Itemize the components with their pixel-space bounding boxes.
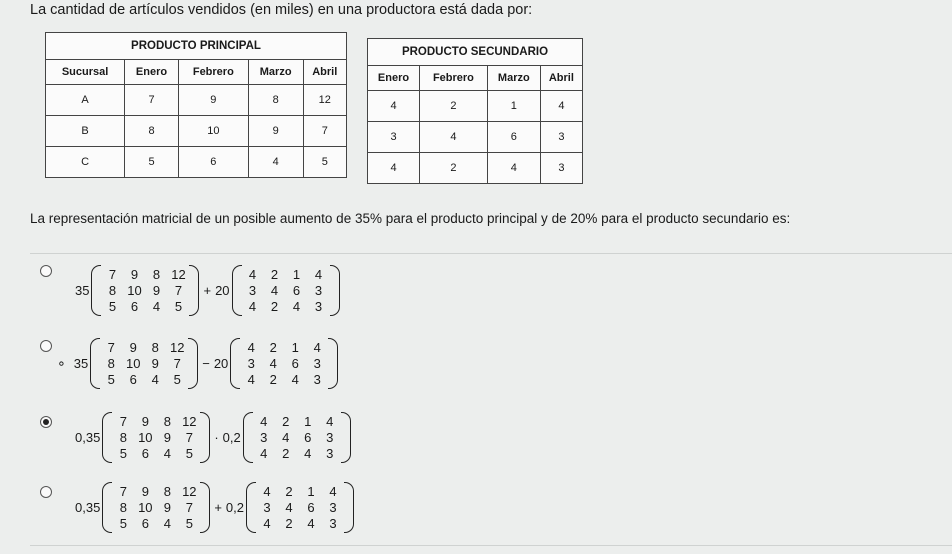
table-row [46,147,347,178]
matrix-entry: 9 [152,283,161,298]
table-cell: A [46,85,125,116]
principal-matrix [91,265,199,316]
matrix-entry: 10 [127,283,142,298]
matrix-entry: 4 [326,414,334,429]
matrix-entry: 2 [269,340,277,355]
table-cell: 12 [303,85,347,116]
table-cell: 9 [248,116,303,147]
left-paren [102,482,112,533]
coefficient: 0,35 [75,500,101,515]
matrix-entry: 4 [282,430,290,445]
principal-matrix [102,482,210,533]
principal-header: Sucursal [46,60,125,85]
bullet: ∘ [57,355,66,371]
matrix-entry: 4 [307,516,315,531]
matrix-entry: 8 [119,500,127,515]
matrix-entry: 5 [185,516,193,531]
matrix-entry: 5 [174,299,183,314]
matrix-entry: 12 [170,340,185,355]
table-row [46,85,347,116]
secundario-matrix [243,412,351,463]
matrix-entry: 1 [292,267,301,282]
matrix-entry: 3 [263,500,271,515]
matrix-entry: 9 [141,414,149,429]
table-cell: 2 [420,153,488,184]
matrix-entry: 5 [173,372,181,387]
matrix-entry: 4 [292,299,301,314]
table-cell: 5 [303,147,347,178]
matrix-entry: 4 [314,267,323,282]
table-cell: 8 [248,85,303,116]
matrix-entry: 3 [260,430,268,445]
table-cell: 4 [540,91,582,122]
table-cell: 4 [487,153,540,184]
option-1-expression[interactable] [75,265,340,316]
matrix-entry: 1 [291,340,299,355]
table-row [368,153,583,184]
matrix-entry: 9 [163,430,171,445]
matrix-entry: 5 [119,446,127,461]
secundario-table [367,38,583,184]
matrix-entry: 4 [248,299,257,314]
secundario-matrix [232,265,340,316]
matrix-entry: 4 [260,446,268,461]
matrix-entry: 4 [152,299,161,314]
matrix-entry: 10 [138,430,153,445]
matrix-entry: 4 [285,500,293,515]
matrix-entry: 12 [171,267,186,282]
secundario-matrix [230,338,338,389]
matrix-entry: 6 [304,430,312,445]
matrix-grid [101,265,189,316]
table-cell: 3 [368,122,420,153]
matrix-entry: 4 [313,340,321,355]
table-cell: 6 [178,147,248,178]
table-cell: 3 [540,122,582,153]
matrix-entry: 8 [107,356,115,371]
matrix-entry: 3 [326,446,334,461]
secundario-table-title: PRODUCTO SECUNDARIO [368,39,583,66]
matrix-entry: 8 [163,414,171,429]
coefficient: 35 [73,356,89,371]
matrix-entry: 6 [130,299,139,314]
matrix-entry: 6 [292,283,301,298]
matrix-entry: 6 [141,516,149,531]
operator: + [203,283,212,298]
option-2-radio[interactable] [40,340,52,352]
coefficient: 35 [75,283,90,298]
matrix-entry: 3 [329,500,337,515]
matrix-entry: 2 [285,484,293,499]
matrix-entry: 4 [151,372,159,387]
table-cell: 4 [368,91,420,122]
table-cell: 4 [248,147,303,178]
option-1-radio[interactable] [40,265,52,277]
matrix-entry: 7 [185,430,193,445]
table-cell: 3 [540,153,582,184]
matrix-entry: 3 [248,283,257,298]
matrix-entry: 6 [307,500,315,515]
divider [30,253,952,254]
left-paren [232,265,242,316]
left-paren [246,482,256,533]
matrix-entry: 5 [119,516,127,531]
matrix-grid [242,265,330,316]
table-cell: C [46,147,125,178]
table-cell: 7 [125,85,179,116]
left-paren [90,338,100,389]
coefficient: 20 [215,283,230,298]
matrix-grid [253,412,341,463]
matrix-entry: 2 [285,516,293,531]
principal-matrix [102,412,210,463]
matrix-entry: 1 [307,484,315,499]
table-cell: 10 [178,116,248,147]
table-cell: 4 [368,153,420,184]
matrix-entry: 3 [314,299,323,314]
right-paren [200,412,210,463]
left-paren [243,412,253,463]
matrix-entry: 7 [185,500,193,515]
matrix-entry: 2 [269,372,277,387]
matrix-entry: 4 [247,340,255,355]
operator: − [202,356,210,371]
matrix-entry: 4 [163,516,171,531]
principal-header: Enero [125,60,179,85]
coefficient: 20 [213,356,229,371]
left-paren [230,338,240,389]
matrix-entry: 3 [313,372,321,387]
matrix-entry: 6 [141,446,149,461]
matrix-entry: 9 [163,500,171,515]
question-text: La representación matricial de un posible aumento de 35% para el producto principal y de 20% para el producto secundario es: [30,211,791,226]
matrix-entry: 8 [151,340,159,355]
matrix-entry: 6 [129,372,137,387]
divider [30,545,952,546]
principal-header: Febrero [178,60,248,85]
matrix-entry: 7 [119,414,127,429]
matrix-entry: 4 [270,283,279,298]
right-paren [330,265,340,316]
table-cell: 9 [178,85,248,116]
matrix-entry: 2 [282,414,290,429]
secundario-header: Febrero [420,66,488,91]
secundario-header: Marzo [487,66,540,91]
option-3-radio[interactable] [40,416,52,428]
matrix-entry: 7 [174,283,183,298]
matrix-entry: 4 [247,372,255,387]
matrix-entry: 4 [163,446,171,461]
matrix-entry: 4 [263,484,271,499]
option-3-expression[interactable] [75,412,351,463]
table-cell: 1 [487,91,540,122]
table-cell: 7 [303,116,347,147]
matrix-entry: 7 [108,267,117,282]
matrix-grid [256,482,344,533]
table-cell: B [46,116,125,147]
table-cell: 8 [125,116,179,147]
matrix-entry: 2 [270,299,279,314]
matrix-entry: 8 [119,430,127,445]
secundario-matrix [246,482,354,533]
matrix-entry: 8 [152,267,161,282]
matrix-entry: 3 [326,430,334,445]
secundario-header: Abril [540,66,582,91]
matrix-entry: 7 [173,356,181,371]
table-cell: 5 [125,147,179,178]
principal-header: Abril [303,60,347,85]
matrix-entry: 9 [151,356,159,371]
matrix-grid [240,338,328,389]
matrix-grid [112,412,200,463]
principal-header: Marzo [248,60,303,85]
matrix-entry: 4 [291,372,299,387]
coefficient: 0,2 [222,430,241,445]
matrix-entry: 12 [182,484,197,499]
matrix-entry: 5 [108,299,117,314]
matrix-entry: 12 [182,414,197,429]
table-cell: 4 [420,122,488,153]
matrix-entry: 10 [138,500,153,515]
matrix-entry: 2 [270,267,279,282]
option-2-expression[interactable] [57,338,338,389]
matrix-entry: 4 [329,484,337,499]
table-cell: 6 [487,122,540,153]
matrix-entry: 8 [163,484,171,499]
matrix-entry: 9 [141,484,149,499]
right-paren [328,338,338,389]
matrix-entry: 1 [304,414,312,429]
matrix-entry: 4 [260,414,268,429]
principal-matrix [90,338,198,389]
table-row [46,116,347,147]
matrix-entry: 6 [291,356,299,371]
matrix-grid [100,338,188,389]
matrix-entry: 10 [126,356,141,371]
matrix-entry: 3 [329,516,337,531]
right-paren [189,265,199,316]
right-paren [344,482,354,533]
option-4-radio[interactable] [40,486,52,498]
matrix-entry: 4 [269,356,277,371]
right-paren [188,338,198,389]
matrix-entry: 2 [282,446,290,461]
coefficient: 0,35 [75,430,101,445]
coefficient: 0,2 [225,500,244,515]
matrix-entry: 3 [314,283,323,298]
left-paren [91,265,101,316]
matrix-entry: 9 [130,267,139,282]
matrix-entry: 5 [107,372,115,387]
matrix-entry: 3 [313,356,321,371]
left-paren [102,412,112,463]
operator: · [214,430,219,445]
option-4-expression[interactable] [75,482,354,533]
matrix-entry: 4 [248,267,257,282]
principal-table-title: PRODUCTO PRINCIPAL [46,33,347,60]
problem-statement: La cantidad de artículos vendidos (en miles) en una productora está dada por: [30,2,533,18]
matrix-entry: 7 [107,340,115,355]
operator: + [214,500,222,515]
secundario-header: Enero [368,66,420,91]
principal-table [45,32,347,178]
matrix-entry: 4 [304,446,312,461]
matrix-entry: 3 [247,356,255,371]
right-paren [341,412,351,463]
table-row [368,91,583,122]
table-row [368,122,583,153]
matrix-entry: 8 [108,283,117,298]
matrix-entry: 7 [119,484,127,499]
matrix-grid [112,482,200,533]
matrix-entry: 9 [129,340,137,355]
matrix-entry: 5 [185,446,193,461]
matrix-entry: 4 [263,516,271,531]
table-cell: 2 [420,91,488,122]
right-paren [200,482,210,533]
